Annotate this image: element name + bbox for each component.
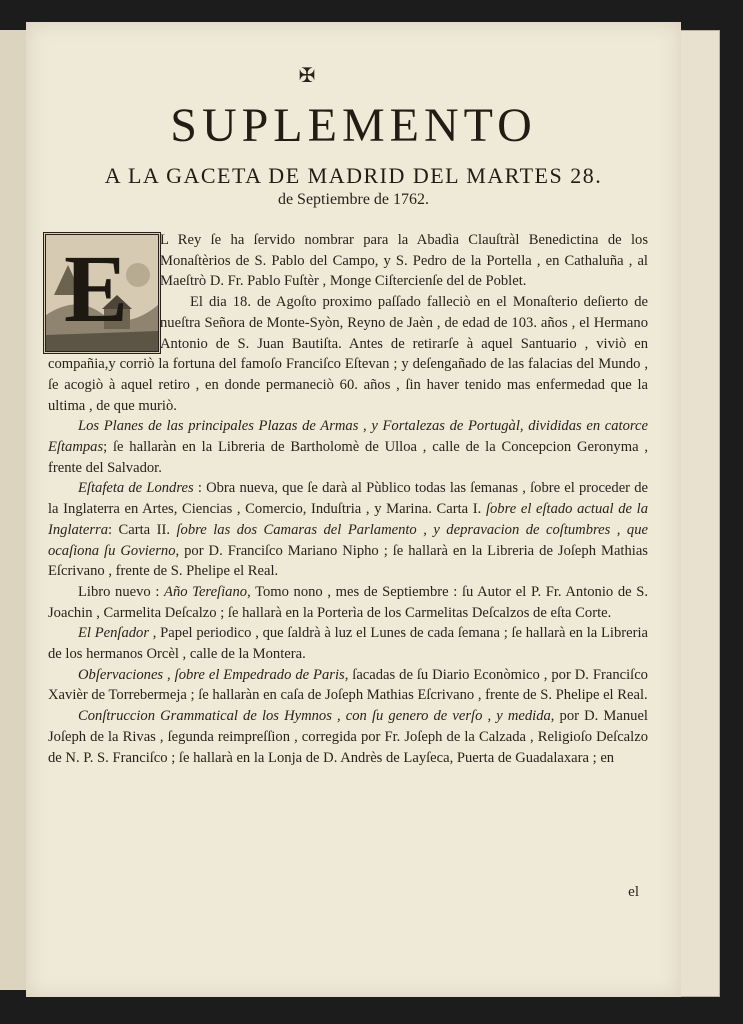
article-paragraph: Libro nuevo : Año Tereſiano, Tomo nono , mes de Septiembre : ſu Autor el P. Fr. Antonio de S. Joachin , Carmelita Deſcalzo ; ſe hallarà en la Porterìa de los Carmelitas Deſcalzos de eſta Corte. [48,583,649,621]
article-paragraph: L Rey ſe ha ſervido nombrar para la Abadìa Clauſtràl Benedictina de los Monaſtèrios de S. Pablo del Campo, y S. Pedro de la Portella , en Cathaluña , al Maeſtrò D. Fr. Pablo Fuſtèr , Monge Ciſtercienſe del de Poblet. [160,232,648,290]
catchword: el [628,884,639,900]
cross-ornament-icon: ✠ [298,63,316,87]
left-page-edge [0,30,28,990]
drop-cap-letter: E [64,235,129,342]
document-page [26,22,681,997]
page-date: de Septiembre de 1762. [277,191,430,208]
article-paragraph: Conſtruccion Grammatical de los Hymnos , con ſu genero de verſo , y medida, por D. Manuel Joſeph de la Rivas , ſegunda reimpreſſion , corregida por Fr. Joſeph de la Calzada , Religioſo Deſcalzo de N. P. S. Franciſco ; ſe hallarà en la Lonja de D. Andrès de Layſeca, Puerta de Guadalaxara ; en [48,708,648,766]
article-body [48,230,648,768]
page-title: SUPLEMENTO [170,99,537,152]
article-paragraph: Obſervaciones , ſobre el Empedrado de Paris, ſacadas de ſu Diario Econòmico , por D. Franciſco Xavièr de Torrebermeja ; ſe hallaràn en caſa de Joſeph Mathias Eſcrivano , frente de S. Phelipe el Real. [48,666,648,704]
article-paragraph: Los Planes de las principales Plazas de Armas , y Fortalezas de Portugàl, divididas en catorce Eſtampas; ſe hallaràn en la Libreria de Bartholomè de Ulloa , calle de la Concepcion Geronyma , frente del Salvador. [48,418,648,476]
article-paragraph: El Penſador , Papel periodico , que ſaldrà à luz el Lunes de cada ſemana ; ſe hallarà en la Libreria de los hermanos Orcèl , calle de la Montera. [48,625,648,663]
page-subtitle: A LA GACETA DE MADRID DEL MARTES 28. [104,163,603,188]
article-paragraph: Eſtafeta de Londres : Obra nueva, que ſe darà al Pùblico todas las ſemanas , ſobre el proceder de la Inglaterra en Artes, Ciencias , Comercio, Induſtria , y Marina. Carta I. ſobre el eſtado actual de la Inglaterra: Carta II. ſobre las dos Camaras del Parlamento , y depravacion de coſtumbres , que ocaſiona ſu Govierno, por D. Franciſco Mariano Nipho ; ſe hallarà en la Libreria de Joſeph Mathias Eſcrivano , frente de S. Phelipe el Real. [48,480,648,580]
article-paragraph: El dia 18. de Agoſto proximo paſſado falleciò en el Monaſterio deſierto de nueſtra Señora de Monte-Syòn, Reyno de Jaèn , de edad de 103. años , el Hermano Antonio de S. Juan Bautiſta. Antes de retirarſe à aquel Santuario , viviò en compañia,y corriò la fortuna del famoſo Franciſco Eſtevan ; y deſengañado de las falacias del Mundo , ſe acogiò à aquel retiro , en donde permaneciò 60. años , ſin haver tenido mas enfermedad que la ultima , de que muriò. [48,294,648,414]
